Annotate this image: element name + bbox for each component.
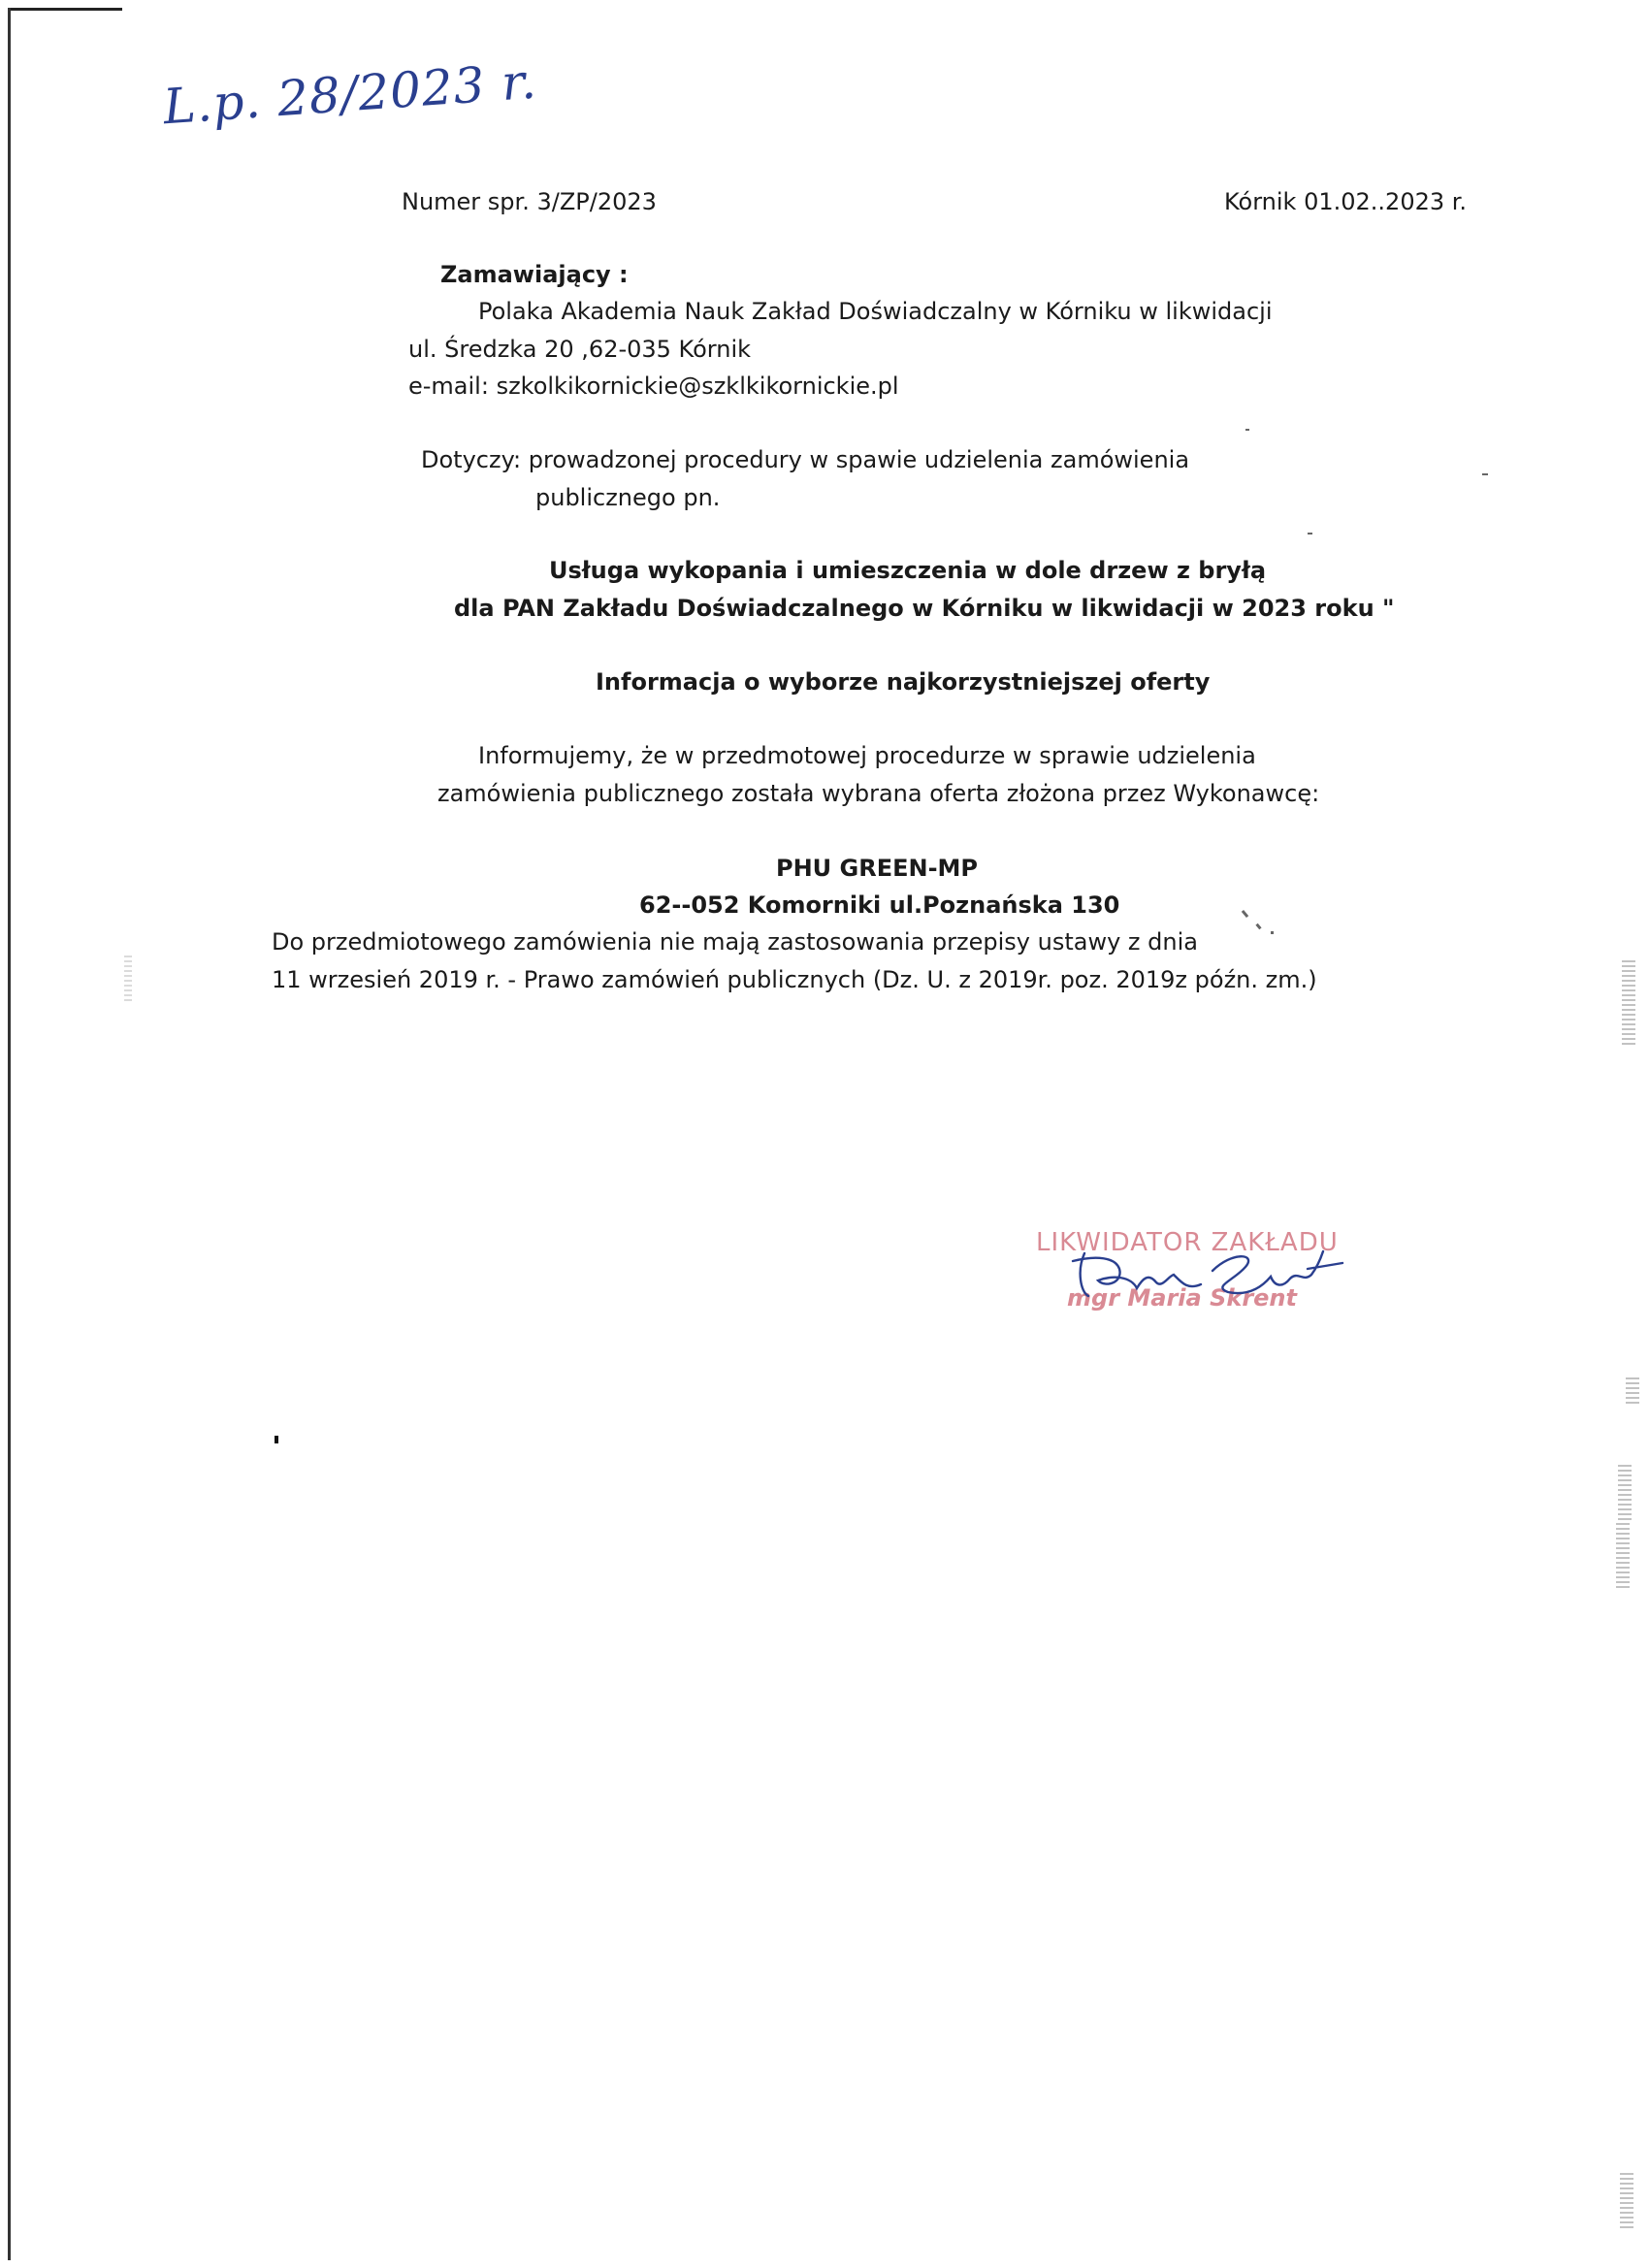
scan-noise: [1618, 1465, 1632, 1523]
scan-noise: [1616, 1523, 1630, 1591]
info-title: Informacja o wyborze najkorzystniejszej oferty: [596, 668, 1211, 696]
scan-speck: [1242, 910, 1248, 918]
contractor-name: PHU GREEN-MP: [776, 855, 979, 882]
legal-note-line-1: Do przedmiotowego zamówienia nie mają zastosowania przepisy ustawy z dnia: [272, 928, 1198, 956]
scan-noise: [1622, 960, 1635, 1048]
case-number: Numer spr. 3/ZP/2023: [402, 188, 657, 215]
scan-edge-top: [8, 8, 122, 11]
scan-speck: [1245, 429, 1249, 431]
scan-speck: [1271, 931, 1274, 934]
legal-note-line-2: 11 wrzesień 2019 r. - Prawo zamówień publicznych (Dz. U. z 2019r. poz. 2019z późn. zm.): [272, 966, 1317, 993]
orderer-heading: Zamawiający :: [440, 261, 629, 288]
contractor-address: 62--052 Komorniki ul.Poznańska 130: [639, 891, 1120, 919]
scan-speck: [1482, 473, 1488, 475]
place-date: Kórnik 01.02..2023 r.: [1224, 188, 1468, 215]
subject-line-2: dla PAN Zakładu Doświadczalnego w Kórniku w likwidacji w 2023 roku ": [454, 595, 1395, 622]
body-line-2: zamówienia publicznego została wybrana oferta złożona przez Wykonawcę:: [437, 780, 1320, 807]
scan-noise: [1620, 2173, 1633, 2231]
subject-line-1: Usługa wykopania i umieszczenia w dole drzew z bryłą: [549, 557, 1267, 584]
scan-noise: [1626, 1377, 1639, 1407]
orderer-name: Polaka Akademia Nauk Zakład Doświadczalny w Kórniku w likwidacji: [478, 298, 1273, 325]
orderer-email: e-mail: szkolkikornickie@szklkikornickie.pl: [408, 373, 899, 400]
concerns-line-1: Dotyczy: prowadzonej procedury w spawie udzielenia zamówienia: [421, 446, 1190, 473]
scan-speck: [275, 1436, 278, 1443]
body-line-1: Informujemy, że w przedmotowej procedurze w sprawie udzielenia: [478, 742, 1256, 769]
stamp-name: mgr Maria Skrent: [1067, 1284, 1297, 1312]
stamp-title: LIKWIDATOR ZAKŁADU: [1036, 1228, 1339, 1257]
signature-scribble: [1067, 1232, 1348, 1310]
scan-edge-left: [8, 8, 11, 2260]
concerns-line-2: publicznego pn.: [535, 484, 721, 511]
scan-speck: [1308, 533, 1312, 535]
scan-noise: [124, 956, 132, 1004]
scan-speck: [1255, 923, 1261, 930]
handwritten-reference: L.p. 28/2023 r.: [161, 52, 539, 136]
orderer-address: ul. Średzka 20 ,62-035 Kórnik: [408, 336, 752, 363]
